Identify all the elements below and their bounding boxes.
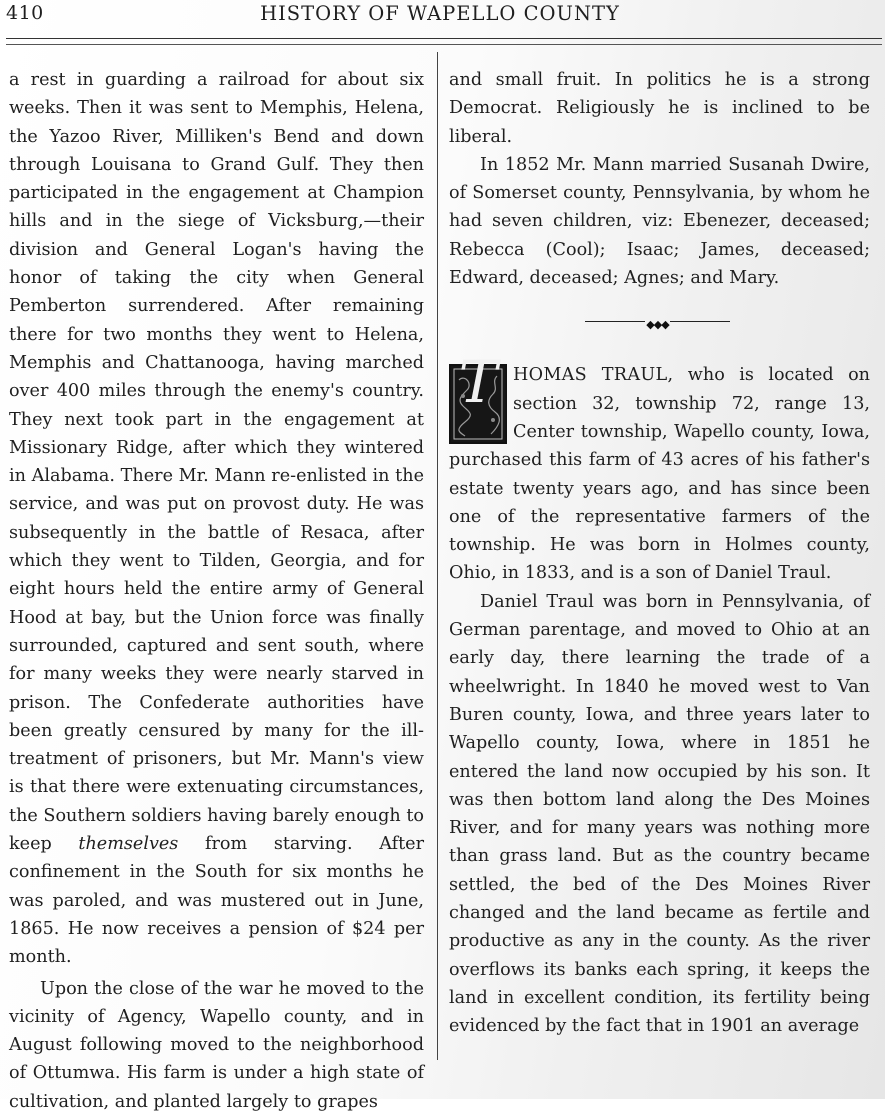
- paragraph: and small fruit. In politics he is a strong Democrat. Religiously he is inclined to be liberal.: [449, 70, 870, 147]
- column-divider: [437, 52, 438, 1060]
- ornament-line: [670, 321, 730, 322]
- biographical-sketch: [449, 348, 870, 1040]
- ornament-diamonds: ◆◆◆: [646, 318, 669, 332]
- running-head: HISTORY OF WAPELLO COUNTY: [260, 2, 620, 25]
- paragraph-text: a rest in guarding a railroad for about six weeks. Then it was sent to Memphis, Helena, the Yazoo River, Milliken's Bend and down through Louisana to Grand Gulf. They then participated in the engagement at Champion hills and in the siege of Vicksburg,—their division and General Logan's having the honor of taking the city when General Pemberton surrendered. After remaining there for two months they went to Helena, Memphis and Chattanooga, having marched over 400 miles through the enemy's country. They next took part in the engagement at Missionary Ridge, after which they wintered in Alabama. There Mr. Mann re-enlisted in the service, and was put on provost duty. He was subsequently in the battle of Resaca, after which they went to Tilden, Georgia, and for eight hours held the entire army of General Hood at bay, but the Union force was finally surrounded, captured and sent south, where for many weeks they were nearly starved in prison. The Confederate authorities have been greatly censured by many for the ill-treatment of prisoners, but Mr. Mann's view is that there were extenuating circumstances, the Southern soldiers having barely enough to keep: [9, 70, 424, 855]
- paragraph: In 1852 Mr. Mann married Susanah Dwire, of Somerset county, Pennsylvania, by whom he had seven children, viz: Ebenezer, deceased; Rebecca (Cool); Isaac; James, deceased; Edward, deceased; Agnes; and Mary.: [449, 154, 870, 289]
- paragraph: Daniel Traul was born in Pennsylvania, of German parentage, and moved to Ohio at an early day, there learning the trade of a wheelwright. In 1840 he moved west to Van Buren county, Iowa, and three years later to Wapello county, Iowa, where in 1851 he entered the land now occupied by his son. It was then bottom land along the Des Moines River, and for many years was nothing more than grass land. But as the country became settled, the bed of the Des Moines River changed and the land became as fertile and productive as any in the county. As the river overflows its banks each spring, it keeps the land in excellent condition, its fertility being evidenced by the fact that in 1901 an average: [449, 591, 870, 1037]
- section-ornament: [585, 314, 730, 332]
- paragraph: [449, 348, 870, 587]
- ornament-line: [585, 321, 645, 322]
- paragraph-text: from starving. After confinement in the South for six months he was paroled, and was mustered out in June, 1865. He now receives a pension of $24 per month.: [9, 834, 425, 968]
- decorated-initial: [449, 348, 507, 444]
- header-rule: [6, 38, 882, 39]
- left-column: [9, 66, 424, 1116]
- right-column: [449, 66, 870, 1041]
- header-rule-secondary: [6, 44, 882, 45]
- page-number: 410: [6, 2, 44, 24]
- italic-word: themselves: [78, 834, 179, 855]
- initial-letter: T: [458, 348, 498, 417]
- paragraph-text: who is located on section 32, township 72, range 13, Center township, Wapello county, Iowa, purchased this farm of 43 acres of his father's estate twenty years ago, and has since been one of the representative farmers of the township. He was born in Holmes county, Ohio, in 1833, and is a son of Daniel Traul.: [449, 365, 870, 584]
- paragraph: Upon the close of the war he moved to the vicinity of Agency, Wapello county, and in August following moved to the neighborhood of Ottumwa. His farm is under a high state of cultivation, and planted largely to grapes: [9, 978, 424, 1112]
- subject-name: HOMAS TRAUL,: [513, 365, 674, 386]
- paragraph: [9, 66, 424, 972]
